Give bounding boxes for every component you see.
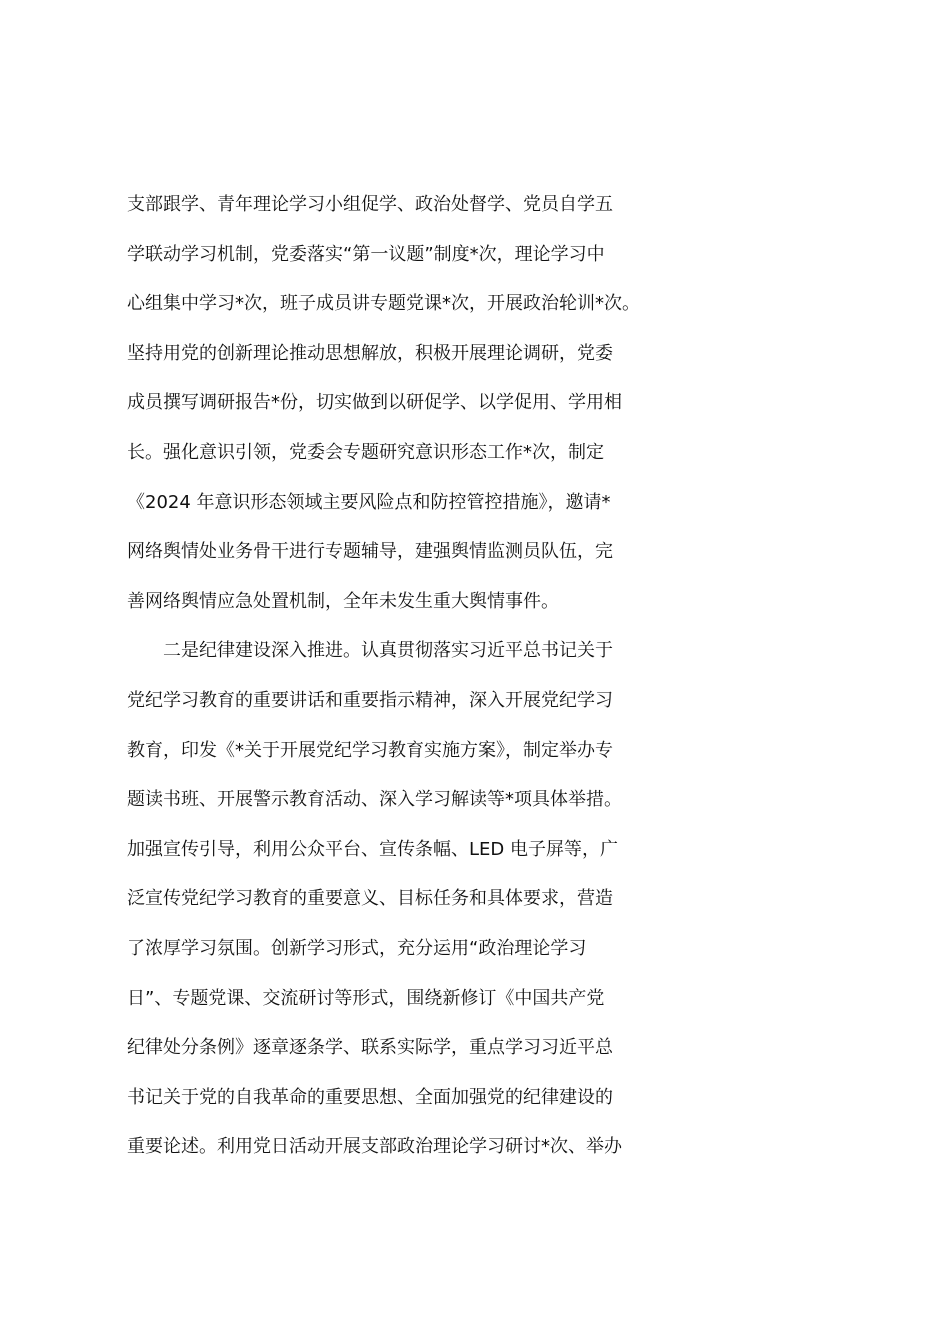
text-line: 长。强化意识引领，党委会专题研究意识形态工作*次，制定: [127, 441, 604, 463]
text-line: 善网络舆情应急处置机制，全年未发生重大舆情事件。: [127, 590, 559, 612]
text-line: 纪律处分条例》逐章逐条学、联系实际学，重点学习习近平总: [127, 1037, 613, 1059]
text-line: 心组集中学习*次，班子成员讲专题党课*次，开展政治轮训*次。: [127, 293, 640, 315]
text-line: 坚持用党的创新理论推动思想解放，积极开展理论调研，党委: [127, 342, 613, 364]
text-line: 加强宣传引导，利用公众平台、宣传条幅、LED 电子屏等，广: [127, 838, 618, 860]
body-text: [127, 180, 857, 1172]
text-line: 支部跟学、青年理论学习小组促学、政治处督学、党员自学五: [127, 194, 613, 215]
text-line: 党纪学习教育的重要讲话和重要指示精神，深入开展党纪学习: [127, 689, 613, 711]
text-line: 《2024 年意识形态领域主要风险点和防控管控措施》，邀请*: [127, 491, 611, 513]
text-line: 网络舆情处业务骨干进行专题辅导，建强舆情监测员队伍，完: [127, 541, 613, 563]
text-line: 日”、专题党课、交流研讨等形式，围绕新修订《中国共产党: [127, 987, 605, 1009]
text-line: 学联动学习机制，党委落实“第一议题”制度*次，理论学习中: [127, 243, 605, 265]
text-line: 了浓厚学习氛围。创新学习形式，充分运用“政治理论学习: [127, 937, 587, 959]
text-line: 泛宣传党纪学习教育的重要意义、目标任务和具体要求，营造: [127, 888, 613, 910]
text-line: 书记关于党的自我革命的重要思想、全面加强党的纪律建设的: [127, 1086, 613, 1108]
text-line: 教育，印发《*关于开展党纪学习教育实施方案》，制定举办专: [127, 739, 613, 761]
paragraph-start-line: 二是纪律建设深入推进。认真贯彻落实习近平总书记关于: [127, 640, 613, 662]
text-line: 重要论述。利用党日活动开展支部政治理论学习研讨*次、举办: [127, 1136, 622, 1158]
text-line: 题读书班、开展警示教育活动、深入学习解读等*项具体举措。: [127, 789, 622, 811]
text-line: 成员撰写调研报告*份，切实做到以研促学、以学促用、学用相: [127, 392, 622, 414]
